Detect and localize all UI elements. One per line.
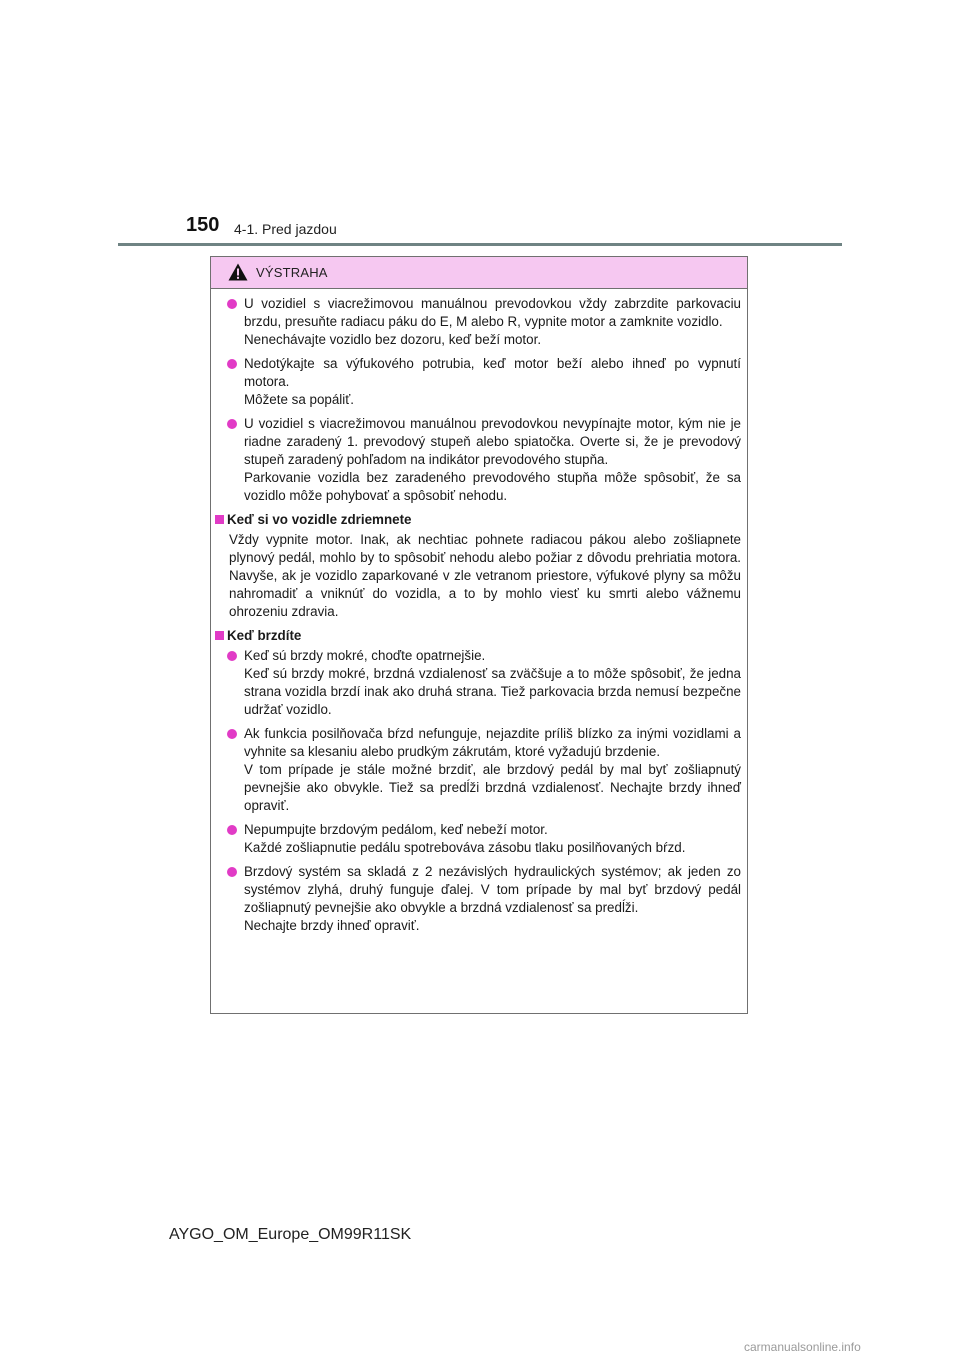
subsection-body: Vždy vypnite motor. Inak, ak nechtiac pohnete radiacou pákou alebo zošliapnete plynový pedál, mohlo by to spôsobiť nehodu alebo požiar z dôvodu prehriatia motora. Navyše, ak je vozidlo zaparkované v zle vetranom priestore, výfukové plyny sa môžu nahromadiť a vniknúť do vozidla, a to by mohlo viesť ku smrti alebo vážnemu ohrozeniu zdravia. bbox=[229, 532, 741, 619]
bullet-text: Môžete sa popáliť. bbox=[244, 392, 354, 407]
bullet-text: Keď sú brzdy mokré, brzdná vzdialenosť sa zväčšuje a to môže spôsobiť, že jedna strana vozidla brzdí inak ako druhá strana. Tiež parkovacia brzda nemusí bezpečne udržať vozidlo. bbox=[244, 666, 741, 717]
warning-bullet bbox=[211, 415, 747, 505]
section-square-icon bbox=[215, 631, 224, 640]
warning-header bbox=[211, 257, 747, 289]
bullet-dot bbox=[227, 651, 237, 661]
bullet-text: U vozidiel s viacrežimovou manuálnou prevodovkou vždy zabrzdite parkovaciu brzdu, presuňte radiacu páku do E, M alebo R, vypnite motor a zamknite vozidlo. bbox=[244, 296, 741, 329]
subsection-heading: Keď si vo vozidle zdriemnete bbox=[211, 511, 747, 529]
section-square-icon bbox=[215, 515, 224, 524]
bullet-text: Parkovanie vozidla bez zaradeného prevodového stupňa môže spôsobiť, že sa vozidlo môže pohybovať a spôsobiť nehodu. bbox=[244, 470, 741, 503]
subsection-nap bbox=[211, 511, 747, 621]
warning-content bbox=[211, 295, 747, 941]
braking-bullet bbox=[211, 821, 747, 857]
bullet-text: Brzdový systém sa skladá z 2 nezávislých hydraulických systémov; ak jeden zo systémov zlyhá, druhý funguje ďalej. V tom prípade by mal byť brzdový pedál zošliapnutý pevnejšie ako obvykle a brzdná vzdialenosť sa predĺži. bbox=[244, 864, 741, 915]
braking-bullet bbox=[211, 647, 747, 719]
warning-bullet bbox=[211, 355, 747, 409]
braking-bullet bbox=[211, 725, 747, 815]
bullet-text: U vozidiel s viacrežimovou manuálnou prevodovkou nevypínajte motor, kým nie je riadne zaradený 1. prevodový stupeň alebo spiatočka. Overte si, že je prevodový stupeň zaradený pohľadom na indikátor prevodového stupňa. bbox=[244, 416, 741, 467]
bullet-dot bbox=[227, 299, 237, 309]
subsection-braking bbox=[211, 627, 747, 935]
warning-title: VÝSTRAHA bbox=[256, 265, 328, 280]
warning-bullet bbox=[211, 295, 747, 349]
bullet-text: Nechajte brzdy ihneď opraviť. bbox=[244, 918, 420, 933]
bullet-text: Keď sú brzdy mokré, choďte opatrnejšie. bbox=[244, 648, 486, 663]
bullet-text: V tom prípade je stále možné brzdiť, ale brzdový pedál by mal byť zošliapnutý pevnejšie ako obvykle. Tiež sa predĺži brzdná vzdialenosť. Nechajte brzdy ihneď opraviť. bbox=[244, 762, 741, 813]
bullet-dot bbox=[227, 729, 237, 739]
header-rule bbox=[118, 243, 842, 246]
bullet-dot bbox=[227, 825, 237, 835]
warning-triangle-icon bbox=[228, 263, 248, 281]
document-code: AYGO_OM_Europe_OM99R11SK bbox=[169, 1226, 412, 1243]
subsection-heading: Keď brzdíte bbox=[211, 627, 747, 645]
bullet-text: Každé zošliapnutie pedálu spotrebováva zásobu tlaku posilňovaných bŕzd. bbox=[244, 840, 686, 855]
watermark: carmanualsonline.info bbox=[744, 1340, 861, 1354]
bullet-text: Nedotýkajte sa výfukového potrubia, keď motor beží alebo ihneď po vypnutí motora. bbox=[244, 356, 741, 389]
bullet-dot bbox=[227, 359, 237, 369]
bullet-text: Ak funkcia posilňovača bŕzd nefunguje, nejazdite príliš blízko za inými vozidlami a vyhnite sa klesaniu alebo prudkým zákrutám, ktoré vyžadujú brzdenie. bbox=[244, 726, 741, 759]
page-number: 150 bbox=[186, 214, 220, 236]
bullet-dot bbox=[227, 419, 237, 429]
bullet-dot bbox=[227, 867, 237, 877]
warning-box bbox=[210, 256, 748, 1014]
section-title: 4-1. Pred jazdou bbox=[234, 221, 337, 237]
bullet-text: Nepumpujte brzdovým pedálom, keď nebeží motor. bbox=[244, 822, 548, 837]
braking-bullet bbox=[211, 863, 747, 935]
bullet-text: Nenechávajte vozidlo bez dozoru, keď beží motor. bbox=[244, 332, 542, 347]
